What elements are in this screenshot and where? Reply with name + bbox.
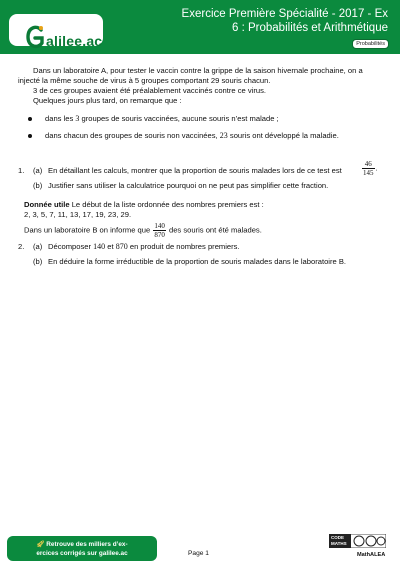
footer-promo-text: Retrouve des milliers d’ex- xyxy=(46,541,128,548)
header-banner xyxy=(0,0,400,54)
question-1b-label: (b) xyxy=(33,181,43,190)
fraction-denominator: 145 xyxy=(363,169,374,177)
bullet-item-vaccinated xyxy=(45,114,279,124)
question-1-number: 1. xyxy=(18,166,25,175)
math-value: 3 xyxy=(75,114,80,123)
question-2a-label: (a) xyxy=(33,242,43,251)
footer-promo-line2: ercices corrigés sur galilee.ac xyxy=(36,550,128,557)
cc-license-badge[interactable] xyxy=(329,534,386,548)
lab-b-statement xyxy=(24,222,262,239)
lab-b-text: Dans un laboratoire B on informe que xyxy=(24,225,151,235)
logo-g-icon xyxy=(25,24,45,52)
prime-list: 2, 3, 5, 7, 11, 13, 17, 19, 23, 29. xyxy=(24,210,132,219)
question-2-number: 2. xyxy=(18,242,25,251)
useful-data-heading xyxy=(24,200,264,210)
question-1b-text: Justifier sans utiliser la calculatrice pourquoi on ne peut pas simplifier cette fraction. xyxy=(48,181,329,190)
bullet-dot xyxy=(28,117,32,121)
bullet-text: souris ont développé la maladie. xyxy=(227,131,339,140)
question-1a-text: En détaillant les calculs, montrer que la proportion de souris malades lors de ce test est xyxy=(48,166,342,175)
useful-data-text: Le début de la liste ordonnée des nombres premiers est : xyxy=(69,200,264,209)
topic-badge: Probabilités xyxy=(352,39,389,49)
intro-line-1: Dans un laboratoire A, pour tester le vaccin contre la grippe de la saison hivernale prochaine, on a xyxy=(33,66,363,75)
math-value: 140 xyxy=(93,242,106,251)
rocket-icon: 🚀︎ xyxy=(36,541,45,548)
intro-line-2: injecté la même souche de virus à 5 groupes comportant 29 souris chacun. xyxy=(18,76,271,85)
fraction-denominator: 870 xyxy=(154,231,165,239)
logo-text: alilee.ac xyxy=(46,33,103,49)
intro-line-3: 3 de ces groupes avaient été préalablement vaccinés contre ce virus. xyxy=(33,86,267,95)
exercise-title-line1: Exercice Première Spécialité - 2017 - Ex xyxy=(181,8,388,20)
footer-promo-line1 xyxy=(7,540,157,548)
q2a-text: Décomposer xyxy=(48,242,94,251)
bullet-dot xyxy=(28,134,32,138)
bullet-text: dans chacun des groupes de souris non vaccinées, xyxy=(45,131,220,140)
mathalea-brand: MathALEA xyxy=(357,552,386,558)
question-2a-text xyxy=(48,242,240,252)
math-value: 870 xyxy=(115,242,128,251)
cc-label-code: CODE xyxy=(331,535,345,540)
q2a-text: et xyxy=(105,242,116,251)
bullet-text: groupes de souris vaccinées, aucune souris n’est malade ; xyxy=(79,114,279,123)
cc-label-maths: MATHS xyxy=(331,541,347,546)
sentence-end: . xyxy=(375,163,378,173)
useful-data-title: Donnée utile xyxy=(24,200,70,209)
exercise-title-line2: 6 : Probabilités et Arithmétique xyxy=(232,22,388,34)
q2a-text: en produit de nombres premiers. xyxy=(127,242,240,251)
question-1a-label: (a) xyxy=(33,166,43,175)
math-value: 23 xyxy=(219,131,228,140)
fraction-numerator: 140 xyxy=(154,222,165,230)
fraction xyxy=(362,160,375,177)
fraction-140-870 xyxy=(153,222,166,239)
footer-promo-box[interactable] xyxy=(7,536,157,561)
galilee-logo[interactable] xyxy=(9,14,103,49)
fraction-numerator: 46 xyxy=(362,160,375,169)
question-2b-label: (b) xyxy=(33,257,43,266)
question-2b-text: En déduire la forme irréductible de la proportion de souris malades dans le laboratoire B. xyxy=(48,257,347,266)
bullet-text: dans les xyxy=(45,114,76,123)
page-number: Page 1 xyxy=(188,550,209,557)
lab-b-text: des souris ont été malades. xyxy=(168,225,262,235)
bullet-item-unvaccinated xyxy=(45,131,339,141)
fraction-46-145 xyxy=(361,160,378,177)
intro-line-4: Quelques jours plus tard, on remarque que : xyxy=(33,96,182,105)
